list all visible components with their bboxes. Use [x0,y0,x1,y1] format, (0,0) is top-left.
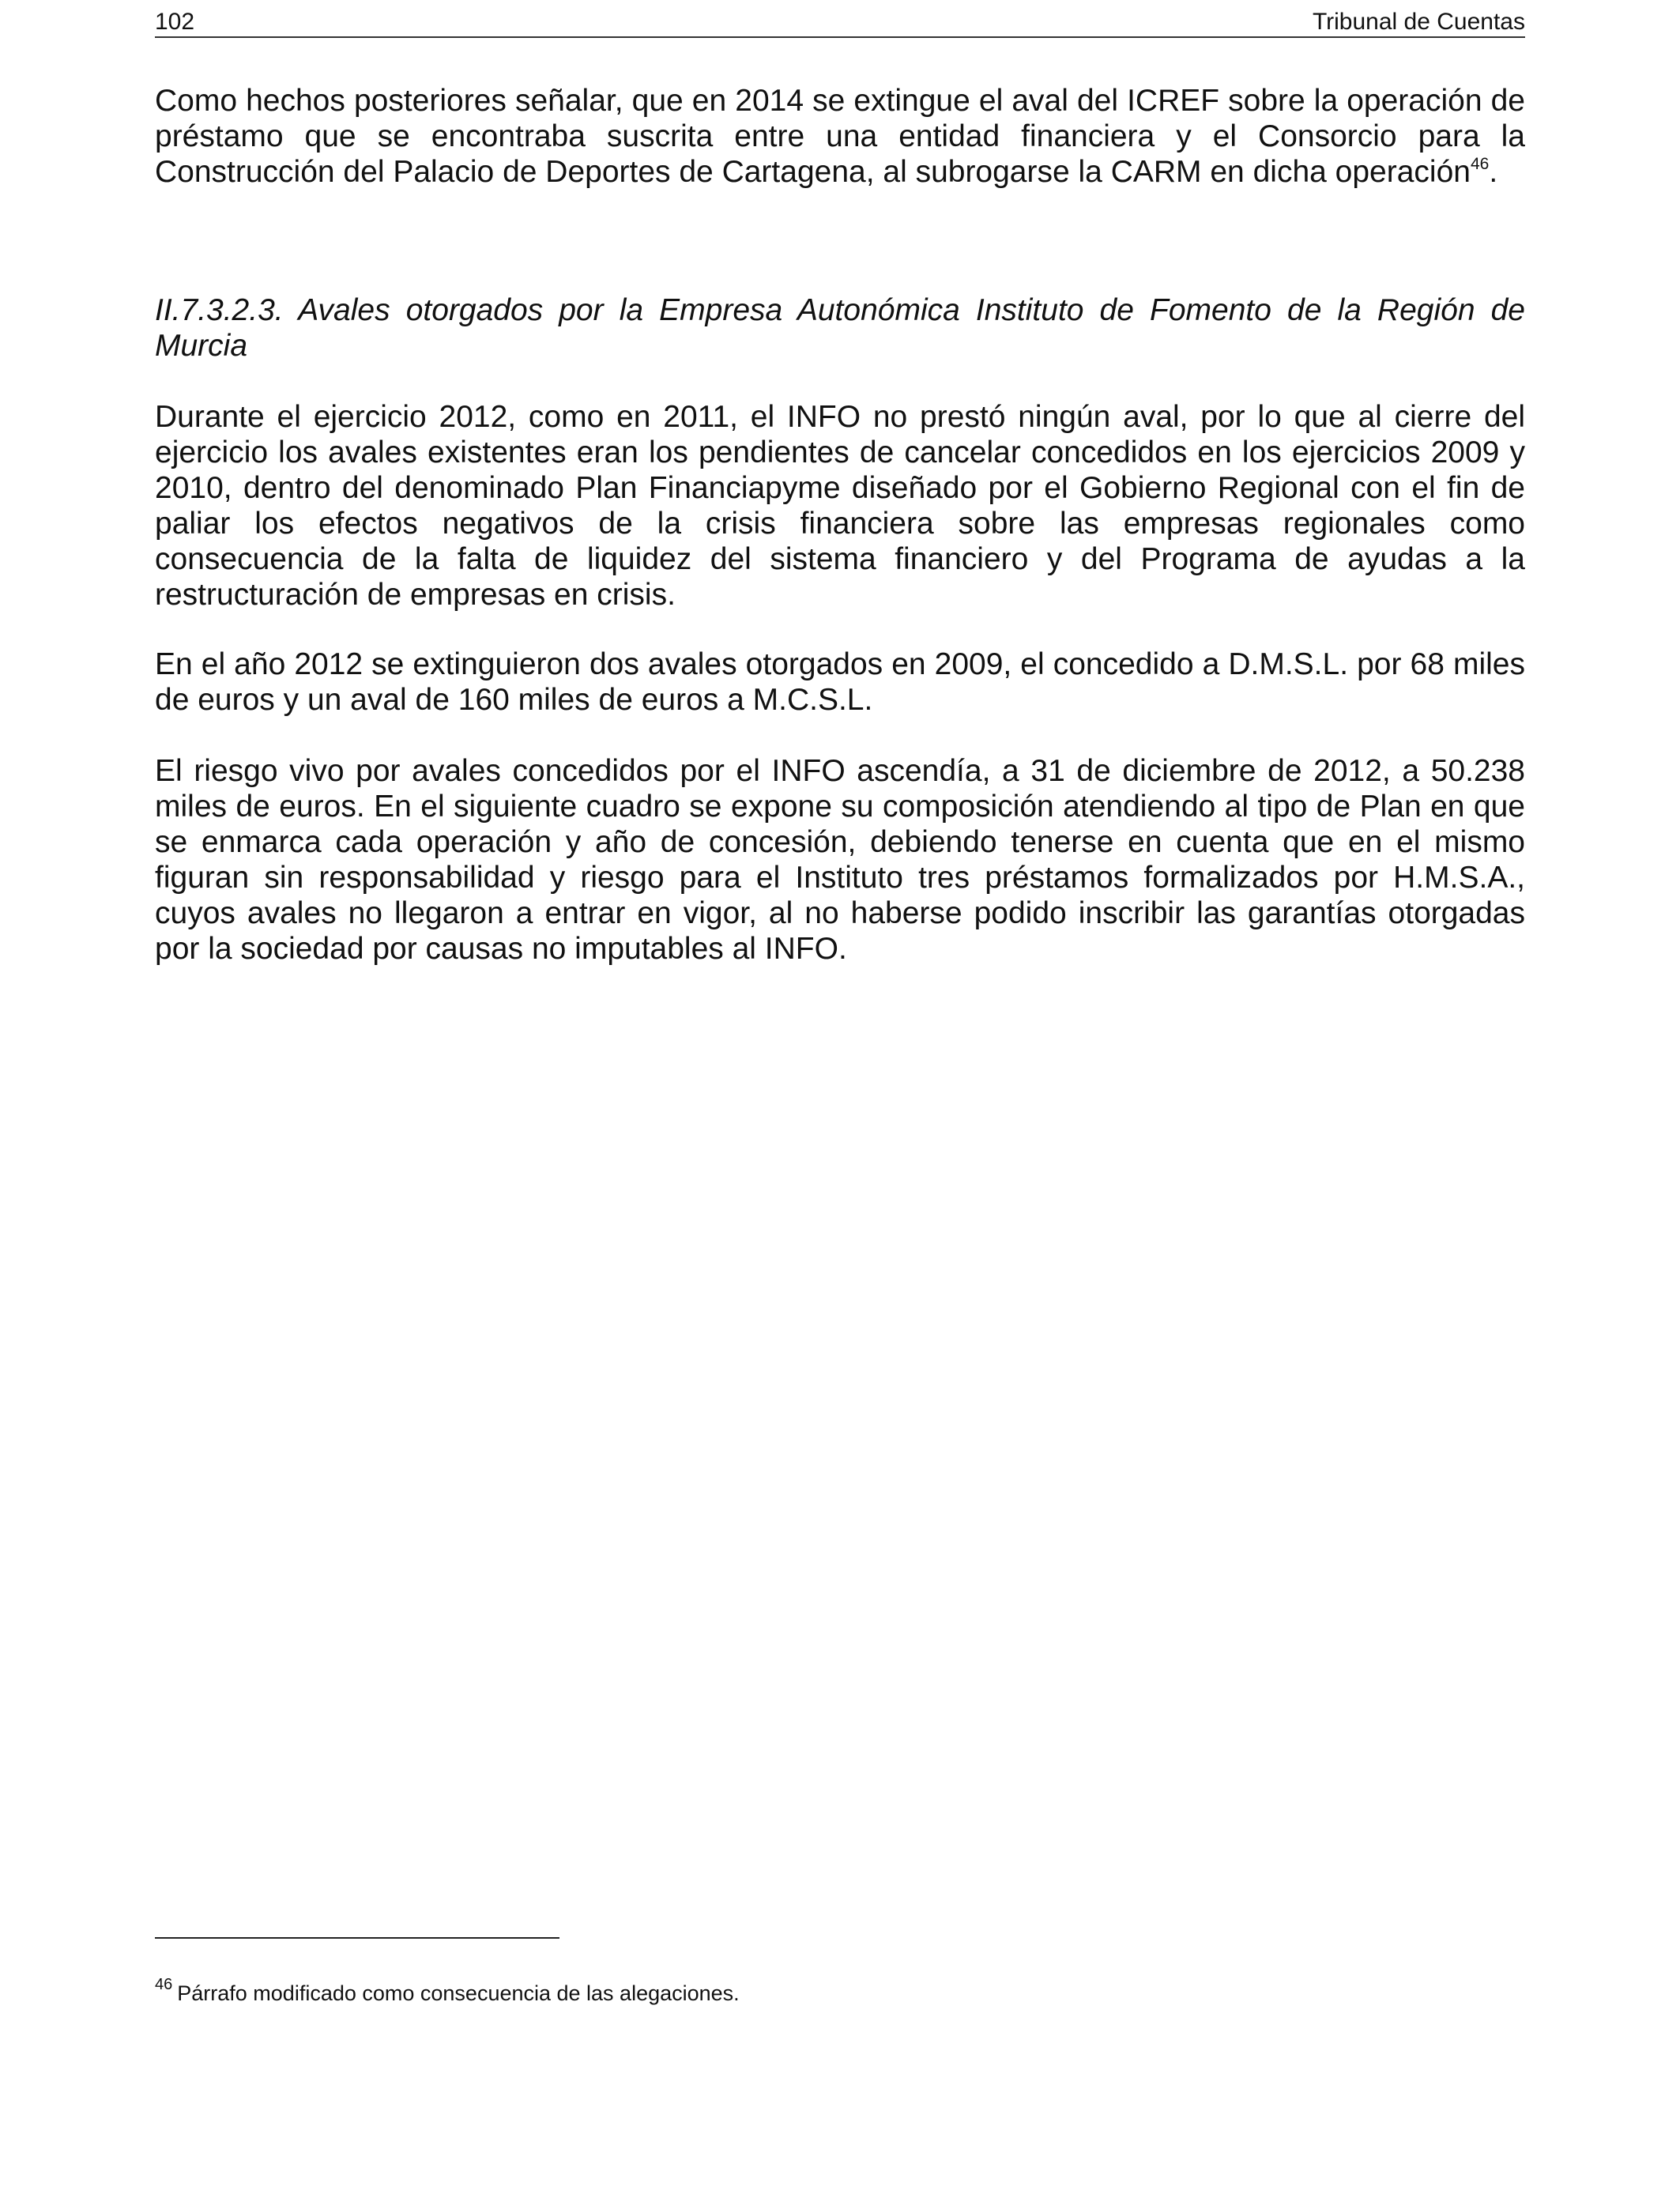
running-title: Tribunal de Cuentas [1312,9,1525,35]
page-number: 102 [155,9,195,35]
paragraph-riesgo-vivo: El riesgo vivo por avales concedidos por el INFO ascendía, a 31 de diciembre de 2012, a 50.238 miles de euros. En el siguiente cuadro se expone su composición atendiendo al tipo de Plan en que se enmarca cada operación y año de concesión, debiendo tenerse en cuenta que en el mismo figuran sin responsabilidad y riesgo para el Instituto tres préstamos formalizados por H.M.S.A., cuyos avales no llegaron a entrar en vigor, al no haberse podido inscribir las garantías otorgadas por la sociedad por causas no imputables al INFO. [155,754,1525,966]
footnote-separator [155,1937,559,1939]
footnote-46 [155,1976,1525,2007]
paragraph-icref [155,83,1525,190]
section-title: II.7.3.2.3. Avales otorgados por la Empresa Autonómica Instituto de Fomento de la Región de Murcia [155,293,1525,363]
footnote-number: 46 [155,1976,173,1993]
footnote-text: Párrafo modificado como consecuencia de las alegaciones. [177,1981,740,2005]
page-header [155,8,1525,38]
paragraph-info-no-aval: Durante el ejercicio 2012, como en 2011, el INFO no prestó ningún aval, por lo que al cierre del ejercicio los avales existentes eran los pendientes de cancelar concedidos en los ejercicios 2009 y 2010, dentro del denominado Plan Financiapyme diseñado por el Gobierno Regional con el fin de paliar los efectos negativos de la crisis financiera sobre las empresas regionales como consecuencia de la falta de liquidez del sistema financiero y del Programa de ayudas a la restructuración de empresas en crisis. [155,400,1525,612]
paragraph-icref-text: Como hechos posteriores señalar, que en 2014 se extingue el aval del ICREF sobre la operación de préstamo que se encontraba suscrita entre una entidad financiera y el Consorcio para la Construcción del Palacio de Deportes de Cartagena, al subrogarse la CARM en dicha operación [155,84,1525,189]
paragraph-extinguished-avales: En el año 2012 se extinguieron dos avales otorgados en 2009, el concedido a D.M.S.L. por 68 miles de euros y un aval de 160 miles de euros a M.C.S.L. [155,647,1525,717]
footnote-reference-46[interactable]: 46 [1470,155,1490,173]
paragraph-icref-end: . [1489,155,1498,189]
